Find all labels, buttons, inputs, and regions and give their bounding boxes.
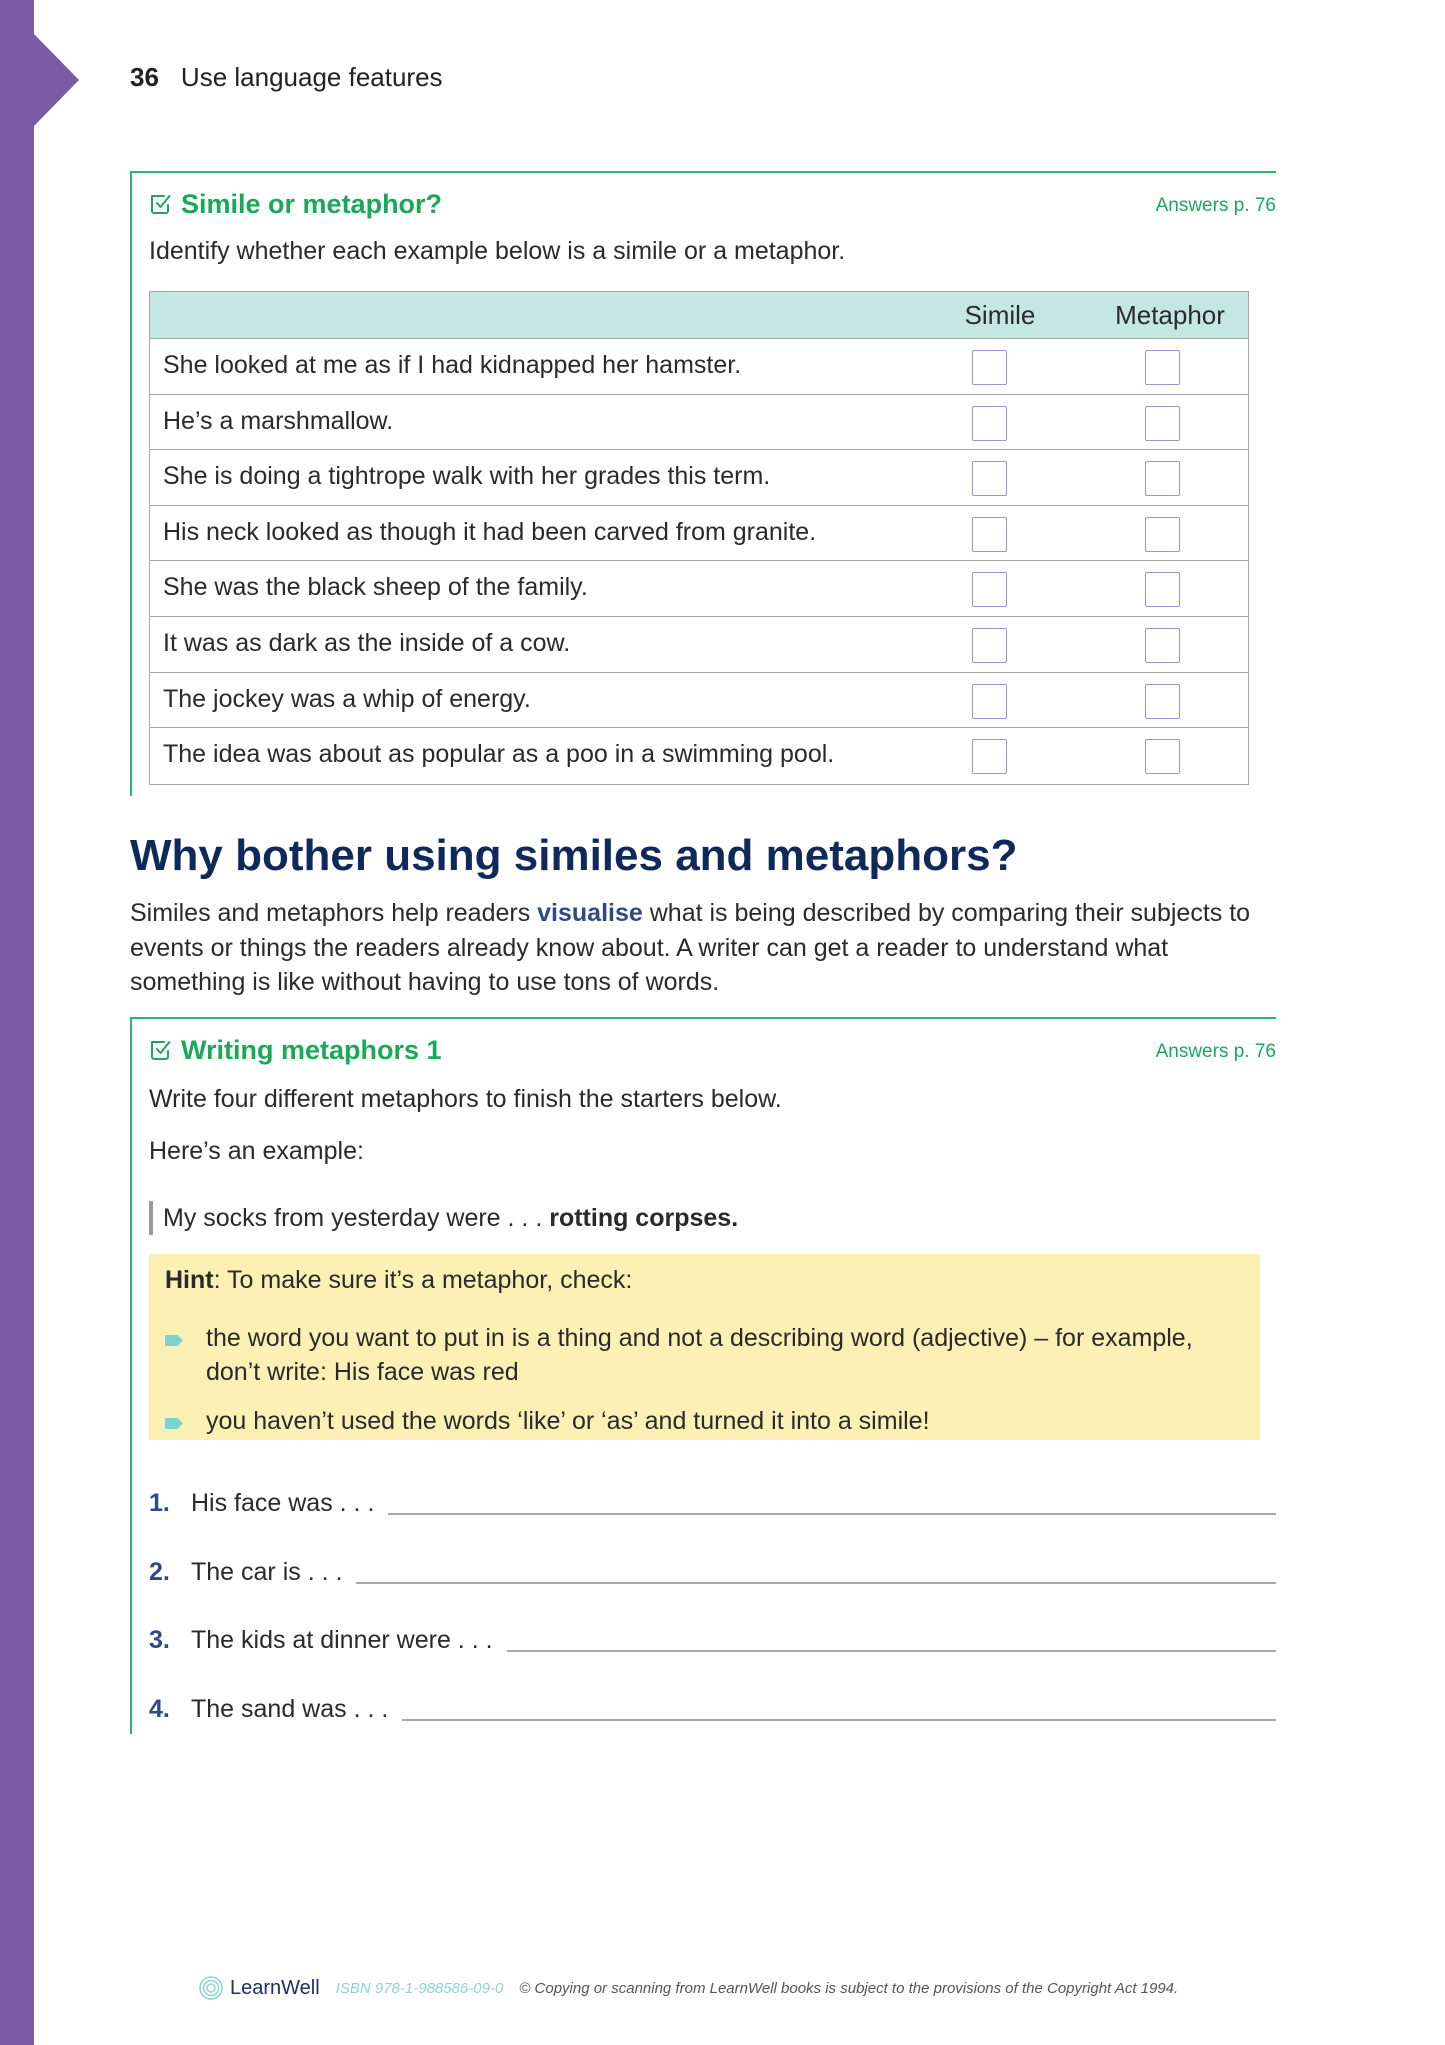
example-sentence: The idea was about as popular as a poo in a swimming pool.: [163, 740, 835, 769]
hint-item: the word you want to put in is a thing and not a describing word (adjective) – for example, don’t write: His face was red: [206, 1324, 1193, 1386]
simile-checkbox[interactable]: [972, 572, 1007, 607]
metaphor-checkbox[interactable]: [1145, 517, 1180, 552]
isbn: ISBN 978-1-988586-09-0: [335, 1979, 504, 1997]
simile-checkbox[interactable]: [972, 350, 1007, 385]
activity-title-text: Writing metaphors 1: [181, 1035, 442, 1065]
question-starter: The kids at dinner were . . .: [191, 1626, 493, 1654]
question-starter: His face was . . .: [191, 1489, 375, 1517]
table-row: [150, 728, 1248, 784]
metaphor-checkbox[interactable]: [1145, 350, 1180, 385]
question-number: 2.: [149, 1558, 170, 1586]
answer-line[interactable]: [507, 1650, 1276, 1652]
activity-title: [149, 187, 442, 221]
answer-line[interactable]: [356, 1582, 1276, 1584]
example-sentence: She was the black sheep of the family.: [163, 573, 588, 602]
hint-title: [165, 1264, 632, 1296]
example-sentence: It was as dark as the inside of a cow.: [163, 628, 571, 657]
question-item: [149, 1620, 1276, 1656]
table-row: [150, 450, 1248, 506]
question-number: 1.: [149, 1489, 170, 1517]
question-item: [149, 1483, 1276, 1519]
activity-instruction: Write four different metaphors to finish the starters below.: [149, 1085, 782, 1113]
simile-metaphor-table: [149, 291, 1249, 785]
simile-checkbox[interactable]: [972, 406, 1007, 441]
activity-title: [149, 1033, 442, 1067]
question-item: [149, 1552, 1276, 1588]
activity-simile-or-metaphor: [130, 171, 1276, 796]
example-quote: [149, 1201, 738, 1235]
page-number: 36: [130, 62, 159, 92]
brand-name: LearnWell: [230, 1976, 320, 1999]
table-row: [150, 395, 1248, 451]
metaphor-checkbox[interactable]: [1145, 684, 1180, 719]
simile-checkbox[interactable]: [972, 628, 1007, 663]
example-sentence: The jockey was a whip of energy.: [163, 684, 531, 713]
metaphor-checkbox[interactable]: [1145, 739, 1180, 774]
page-edge-arrow: [34, 34, 79, 126]
page-header: [130, 60, 443, 94]
example-sentence: His neck looked as though it had been carved from granite.: [163, 517, 817, 546]
section-body: [130, 896, 1280, 1000]
footer: [198, 1975, 1178, 2001]
table-row: [150, 561, 1248, 617]
body-text: Similes and metaphors help readers: [130, 899, 538, 927]
simile-checkbox[interactable]: [972, 461, 1007, 496]
simile-checkbox[interactable]: [972, 684, 1007, 719]
answer-line[interactable]: [402, 1719, 1276, 1721]
question-starter: The sand was . . .: [191, 1695, 389, 1723]
column-header-metaphor: Metaphor: [1115, 300, 1225, 330]
example-sentence: She looked at me as if I had kidnapped her hamster.: [163, 351, 742, 379]
body-text: what is being described by comparing their subjects to events or things the readers already know about. A writer can get a reader to understand what something is like without having to use tons of words.: [130, 899, 1251, 996]
table-header: [150, 292, 1248, 339]
hint-item: you haven’t used the words ‘like’ or ‘as’ and turned it into a simile!: [206, 1407, 930, 1435]
activity-instruction: Identify whether each example below is a simile or a metaphor.: [149, 237, 846, 265]
question-item: [149, 1689, 1276, 1725]
table-row: [150, 673, 1248, 729]
question-starter: The car is . . .: [191, 1558, 343, 1586]
bullet-arrow-icon: [165, 1335, 183, 1346]
answers-reference: Answers p. 76: [1155, 195, 1276, 216]
hint-label: Hint: [165, 1266, 214, 1294]
example-start: My socks from yesterday were . . .: [163, 1204, 550, 1232]
section-heading: Why bother using similes and metaphors?: [130, 831, 1018, 880]
hint-box: [149, 1254, 1260, 1440]
simile-checkbox[interactable]: [972, 517, 1007, 552]
checkbox-pencil-icon: [149, 192, 173, 216]
hint-text: : To make sure it’s a metaphor, check:: [213, 1266, 633, 1294]
table-row: [150, 617, 1248, 673]
page-edge-tab: [0, 0, 34, 2045]
table-row: [150, 506, 1248, 562]
question-number: 4.: [149, 1695, 170, 1723]
answer-line[interactable]: [388, 1513, 1276, 1515]
answers-reference: Answers p. 76: [1155, 1041, 1276, 1062]
metaphor-checkbox[interactable]: [1145, 406, 1180, 441]
metaphor-checkbox[interactable]: [1145, 461, 1180, 496]
copyright-notice: © Copying or scanning from LearnWell books is subject to the provisions of the Copyright Act 1994.: [519, 1979, 1179, 1997]
example-sentence: He’s a marshmallow.: [163, 406, 394, 435]
checkbox-pencil-icon: [149, 1038, 173, 1062]
keyword-visualise: visualise: [537, 899, 643, 927]
learnwell-swirl-icon: [198, 1975, 224, 2001]
column-header-simile: Simile: [964, 300, 1036, 330]
chapter-title: Use language features: [180, 62, 443, 92]
activity-title-text: Simile or metaphor?: [181, 189, 443, 219]
metaphor-checkbox[interactable]: [1145, 572, 1180, 607]
question-number: 3.: [149, 1626, 170, 1654]
table-row: [150, 339, 1248, 395]
example-intro: Here’s an example:: [149, 1137, 364, 1165]
metaphor-checkbox[interactable]: [1145, 628, 1180, 663]
activity-writing-metaphors: [130, 1017, 1276, 1734]
simile-checkbox[interactable]: [972, 739, 1007, 774]
example-answer: rotting corpses.: [549, 1204, 739, 1232]
example-sentence: She is doing a tightrope walk with her grades this term.: [163, 462, 771, 491]
bullet-arrow-icon: [165, 1418, 183, 1429]
